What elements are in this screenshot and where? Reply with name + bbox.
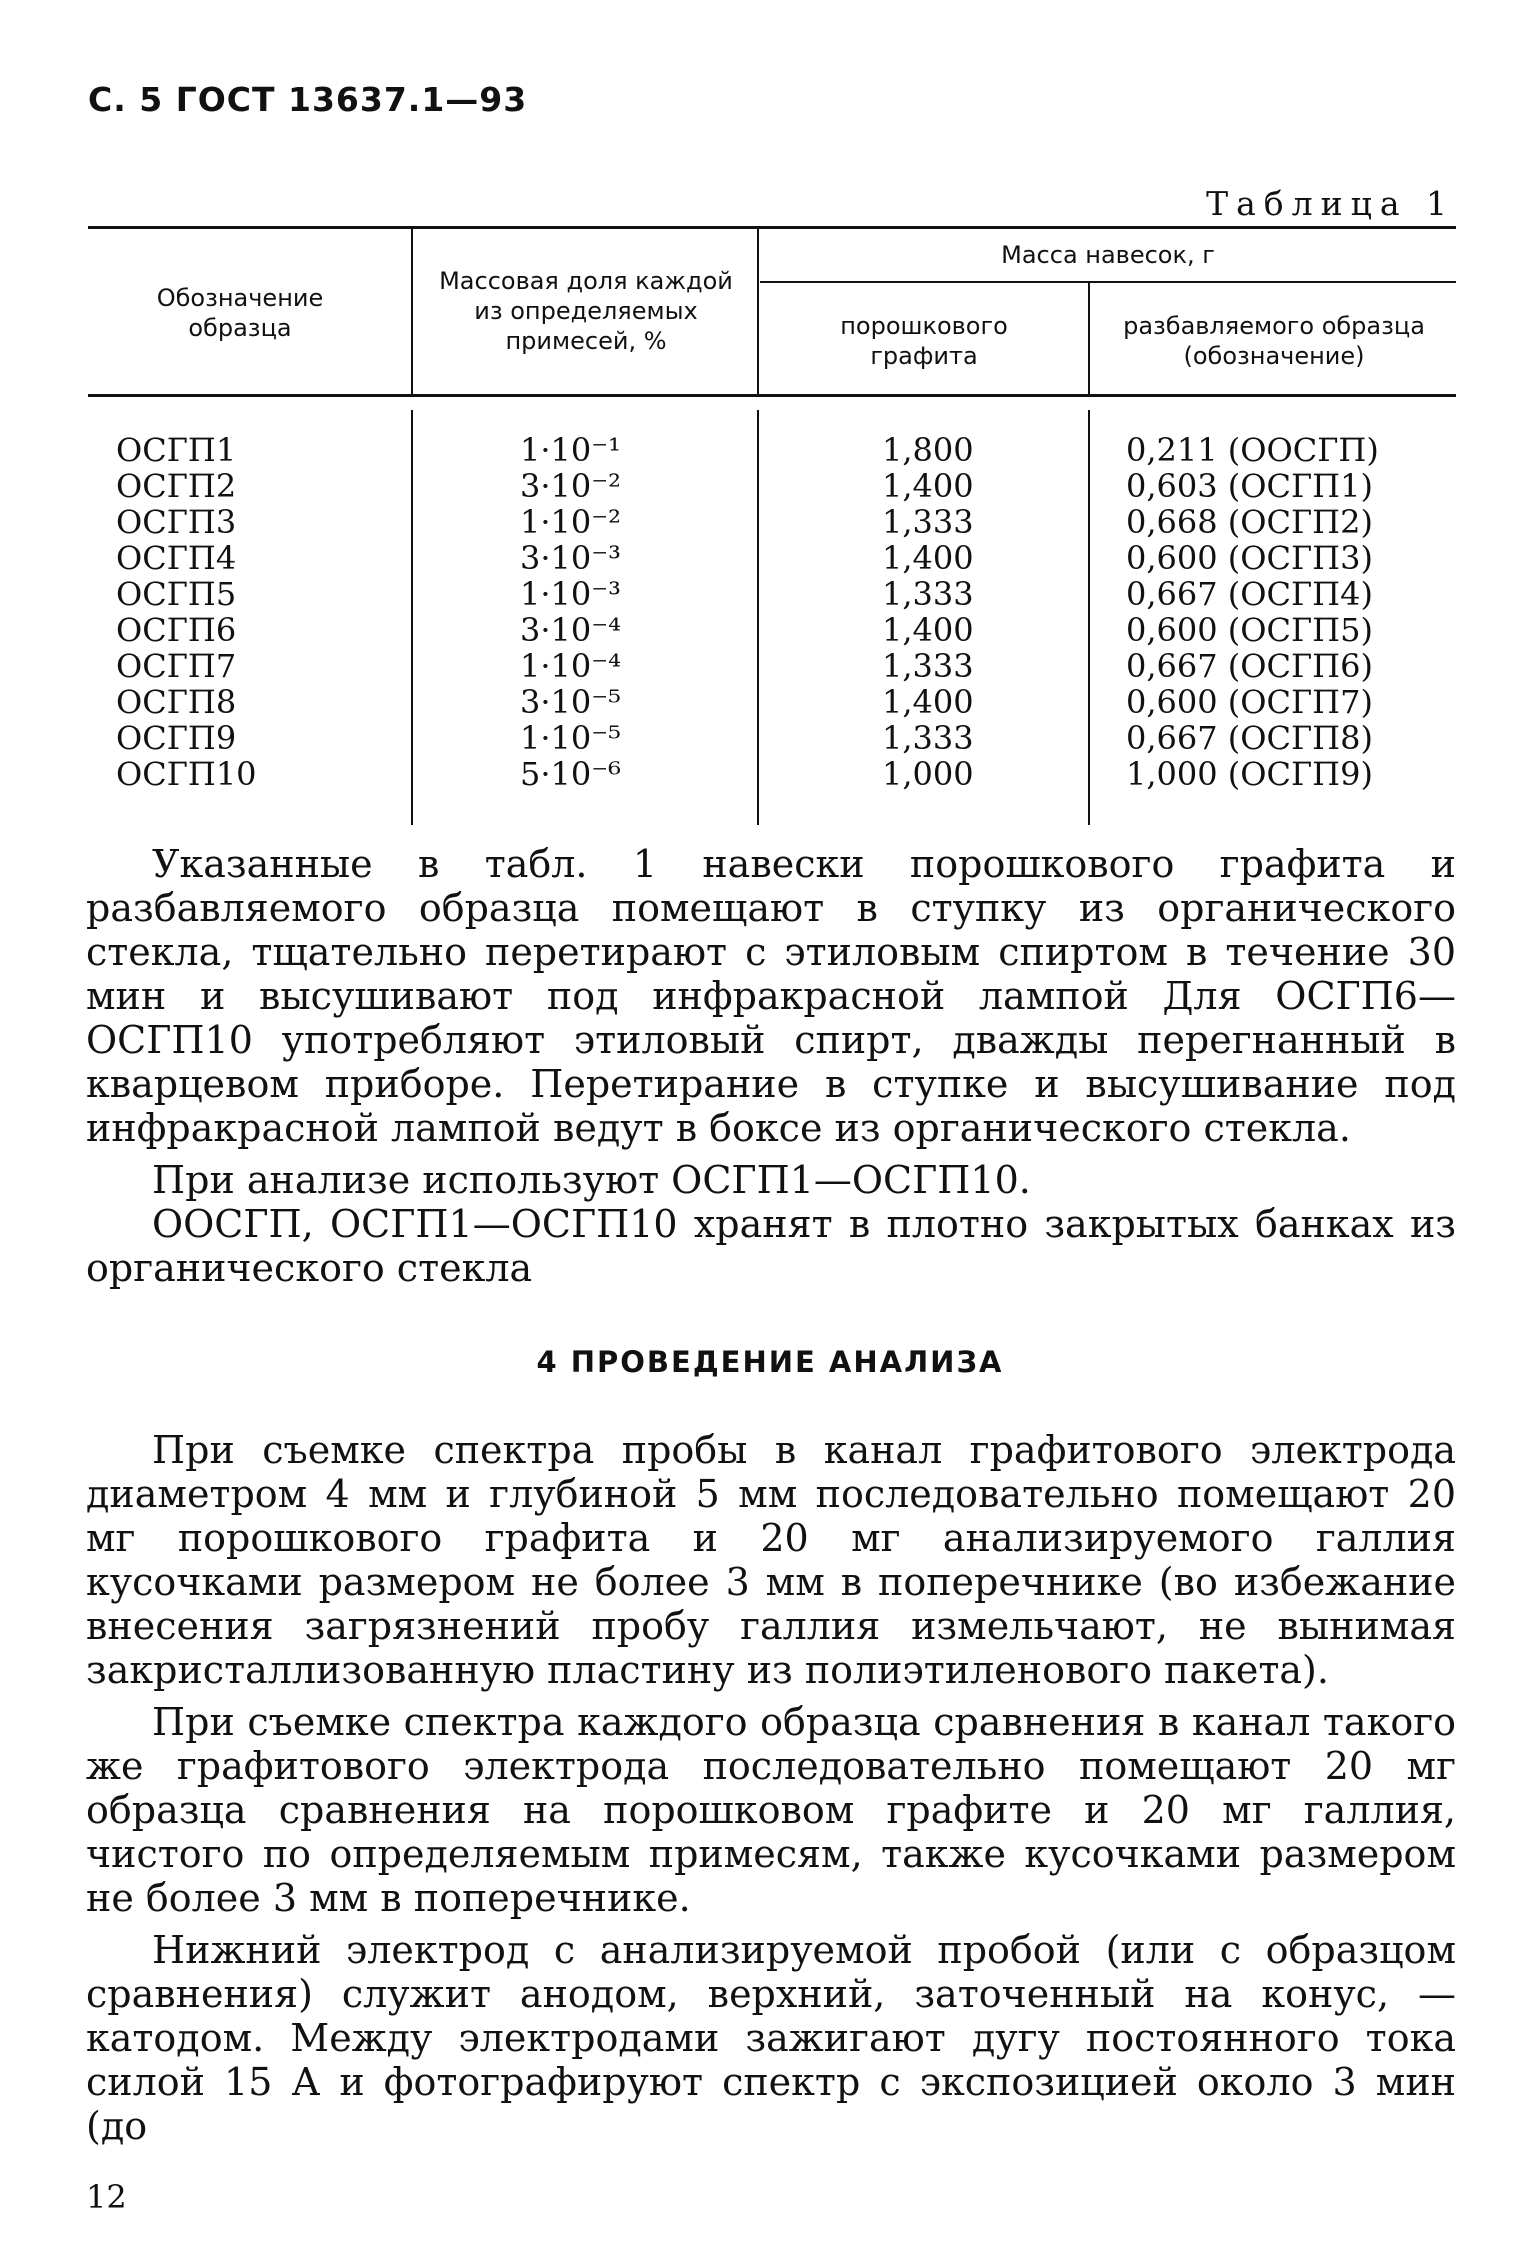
table-cell: ОСГП6 <box>116 611 237 649</box>
table-cell: ОСГП3 <box>116 503 237 541</box>
table-cell: 1·10⁻⁵ <box>520 719 621 757</box>
table-cell: 1,400 <box>882 683 974 721</box>
header-mass-group: Масса навесок, г <box>1001 241 1215 269</box>
table-cell: 1,333 <box>882 647 974 685</box>
table-cell: 1·10⁻² <box>520 503 621 541</box>
table-cell: ОСГП5 <box>116 575 237 613</box>
table-cell: ОСГП8 <box>116 683 237 721</box>
paragraph-sample-loading: При съемке спектра пробы в канал графитового электрода диаметром 4 мм и глубиной 5 мм последовательно помещают 20 мг порошкового графита и 20 мг анализируемого галлия кусочками размером не более 3 мм в поперечнике (во избежание внесения загрязнений пробу галлия измельчают, не вынимая закристаллизованную пластину из полиэтиленового пакета). <box>86 1428 1456 1692</box>
table-cell: ОСГП10 <box>116 755 257 793</box>
table-cell: 1,400 <box>882 539 974 577</box>
table-cell: 1,400 <box>882 611 974 649</box>
paragraph-arc-exposure: Нижний электрод с анализируемой пробой (или с образцом сравнения) служит анодом, верхний, заточенный на конус, — катодом. Между электродами зажигают дугу постоянного тока силой 15 А и фотографируют спектр с экспозицией около 3 мин (до <box>86 1928 1456 2148</box>
table-cell: 1,333 <box>882 719 974 757</box>
paragraph-reference-loading: При съемке спектра каждого образца сравнения в канал такого же графитового электрода последовательно помещают 20 мг образца сравнения на порошковом графите и 20 мг галлия, чистого по определяемым примесям, также кусочками размером не более 3 мм в поперечнике. <box>86 1700 1456 1920</box>
column-diluted <box>1126 432 1379 792</box>
table-cell: 0,600 (ОСГП5) <box>1126 611 1373 649</box>
header-fraction: Массовая доля каждой из определяемых примесей, % <box>439 267 733 355</box>
table-cell: 0,668 (ОСГП2) <box>1126 503 1373 541</box>
table-cell: 1,000 <box>882 755 974 793</box>
table-cell: 0,600 (ОСГП3) <box>1126 539 1373 577</box>
table-cell: 3·10⁻⁵ <box>520 683 621 721</box>
table-cell: 1·10⁻⁴ <box>520 647 621 685</box>
column-graphite <box>882 432 974 792</box>
table-cell: 0,603 (ОСГП1) <box>1126 467 1373 505</box>
table-cell: 1,333 <box>882 503 974 541</box>
header-diluted: разбавляемого образца (обозначение) <box>1123 312 1425 370</box>
table-cell: ОСГП7 <box>116 647 237 685</box>
table-cell: ОСГП2 <box>116 467 237 505</box>
paragraph-sample-prep: Указанные в табл. 1 навески порошкового графита и разбавляемого образца помещают в ступку из органического стекла, тщательно перетирают с этиловым спиртом в течение 30 мин и высушивают под инфракрасной лампой Для ОСГП6—ОСГП10 употребляют этиловый спирт, дважды перегнанный в кварцевом приборе. Перетирание в ступке и высушивание под инфракрасной лампой ведут в боксе из органического стекла. <box>86 842 1456 1150</box>
header-designation: Обозначение образца <box>156 284 324 342</box>
table-cell: 0,667 (ОСГП8) <box>1126 719 1373 757</box>
table-divider-1 <box>411 229 413 394</box>
column-fraction <box>520 432 621 792</box>
table-top-rule <box>88 226 1456 229</box>
table-cell: 1,333 <box>882 575 974 613</box>
table-cell: 0,211 (ООСГП) <box>1126 431 1379 469</box>
table-cell: ОСГП9 <box>116 719 237 757</box>
table-cell: 0,667 (ОСГП6) <box>1126 647 1373 685</box>
table-cell: 1,000 (ОСГП9) <box>1126 755 1373 793</box>
table-cell: 5·10⁻⁶ <box>520 755 621 793</box>
column-designation <box>116 432 257 792</box>
table-cell: 3·10⁻⁴ <box>520 611 621 649</box>
paragraph-storage: ООСГП, ОСГП1—ОСГП10 хранят в плотно закрытых банках из органического стекла <box>86 1202 1456 1290</box>
table-divider-3 <box>1088 283 1090 394</box>
table-cell: 0,600 (ОСГП7) <box>1126 683 1373 721</box>
table-cell: ОСГП1 <box>116 431 237 469</box>
table-header-rule <box>88 394 1456 397</box>
table-cell: ОСГП4 <box>116 539 237 577</box>
paragraph-usage: При анализе используют ОСГП1—ОСГП10. <box>152 1158 1031 1202</box>
table-cell: 1·10⁻¹ <box>520 431 621 469</box>
table-cell: 1·10⁻³ <box>520 575 621 613</box>
page-number: 12 <box>86 2178 127 2216</box>
section-title: 4 ПРОВЕДЕНИЕ АНАЛИЗА <box>536 1345 1004 1379</box>
table-divider-2 <box>757 229 759 394</box>
table-divider-2-body <box>757 410 759 825</box>
table-caption: Таблица 1 <box>1206 184 1455 223</box>
table-cell: 3·10⁻³ <box>520 539 621 577</box>
table-cell: 1,400 <box>882 467 974 505</box>
page-header: С. 5 ГОСТ 13637.1—93 <box>88 80 528 119</box>
header-graphite: порошкового графита <box>840 312 1008 370</box>
table-divider-3-body <box>1088 410 1090 825</box>
table-cell: 3·10⁻² <box>520 467 621 505</box>
mass-group-rule <box>760 281 1456 283</box>
table-divider-1-body <box>411 410 413 825</box>
table-cell: 0,667 (ОСГП4) <box>1126 575 1373 613</box>
table-cell: 1,800 <box>882 431 974 469</box>
